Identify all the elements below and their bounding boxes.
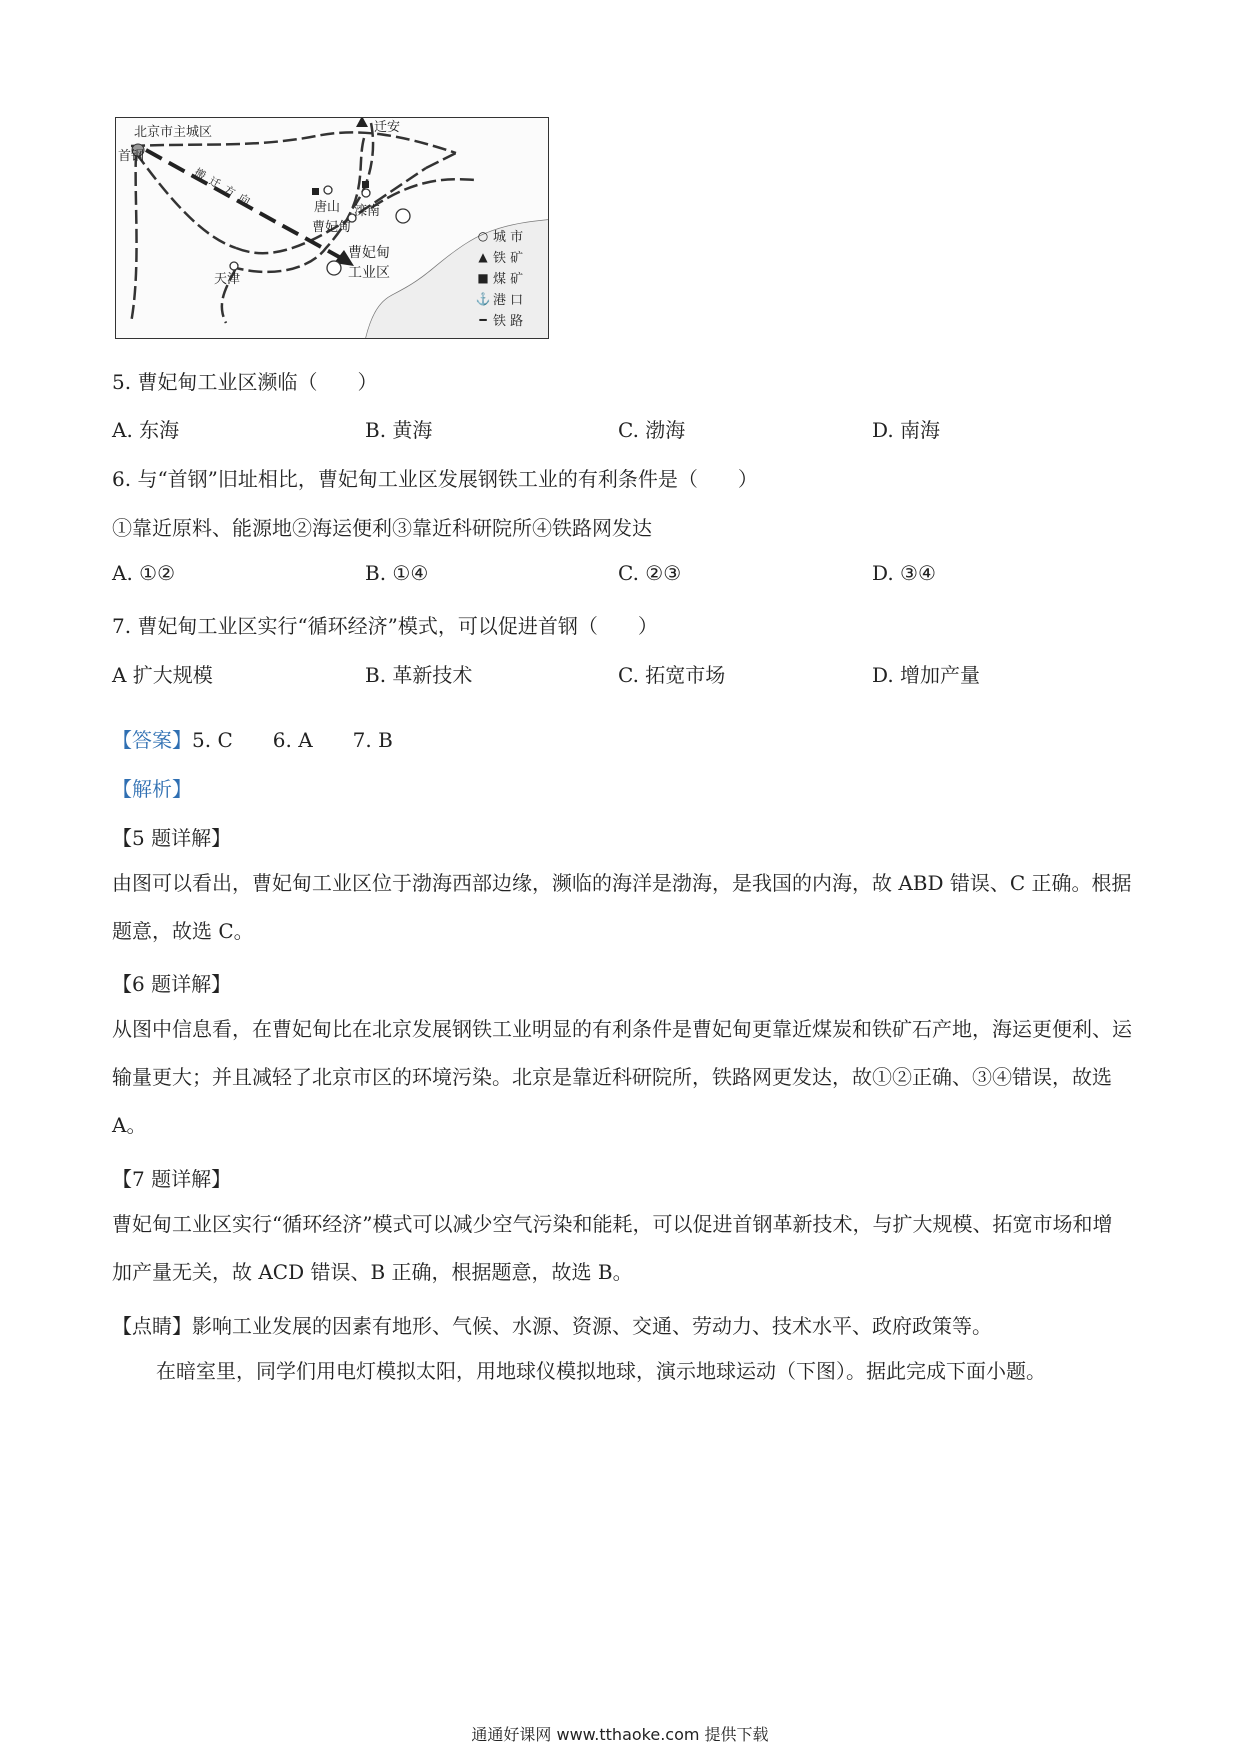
coal-mine-icon — [312, 188, 319, 195]
legend-label: 港 口 — [493, 293, 524, 308]
next-section-intro: 在暗室里，同学们用电灯模拟太阳，用地球仪模拟地球，演示地球运动（下图）。据此完成下面小题。 — [156, 1359, 1046, 1383]
map-label-move-direction: 搬迁方向 — [192, 165, 258, 212]
question-6-stem: 6. 与“首钢”旧址相比，曹妃甸工业区发展钢铁工业的有利条件是（ ） — [112, 467, 758, 491]
detail-6-heading: 【6 题详解】 — [112, 972, 232, 996]
iron-ore-icon — [356, 118, 368, 127]
map-label-qianan: 迁安 — [374, 120, 401, 135]
question-7-stem: 7. 曹妃甸工业区实行“循环经济”模式，可以促进首钢（ ） — [112, 614, 658, 638]
railway-line — [136, 153, 236, 248]
page-footer: 通通好课网 www.tthaoke.com 提供下载 — [471, 1725, 769, 1744]
iron-ore-triangle-icon: ▲ — [478, 249, 488, 264]
q6-option-c: C. ②③ — [618, 561, 682, 585]
answer-5: 5. C — [192, 728, 233, 752]
q5-option-c: C. 渤海 — [618, 418, 686, 442]
legend-item — [473, 309, 523, 330]
q7-option-a: A 扩大规模 — [112, 663, 213, 687]
q7-option-c: C. 拓宽市场 — [618, 663, 726, 687]
q6-option-d: D. ③④ — [872, 561, 936, 585]
coal-mine-icon — [362, 181, 369, 188]
map-label-caofeidian: 曹妃甸 — [312, 220, 352, 235]
answer-7: 7. B — [352, 728, 393, 752]
map-legend — [473, 225, 523, 330]
legend-item — [473, 246, 523, 267]
question-6-conditions: ①靠近原料、能源地②海运便利③靠近科研院所④铁路网发达 — [112, 516, 652, 540]
map-label-beijing: 北京市主城区 — [134, 125, 213, 140]
legend-item — [473, 225, 523, 246]
railway-line-icon: ━ — [479, 312, 487, 327]
question-5-stem: 5. 曹妃甸工业区濒临（ ） — [112, 370, 378, 394]
tip-label: 【点睛】 — [112, 1314, 192, 1338]
detail-7-heading: 【7 题详解】 — [112, 1167, 232, 1191]
map-label-tangshan: 唐山 — [314, 200, 341, 215]
tip-line — [112, 1310, 992, 1339]
detail-7-text: 曹妃甸工业区实行“循环经济”模式可以减少空气污染和能耗，可以促进首钢革新技术，与扩大规模、拓宽市场和增加产量无关，故 ACD 错误、B 正确，根据题意，故选 B。 — [112, 1212, 1113, 1284]
answer-label: 【答案】 — [112, 728, 192, 752]
port-anchor-icon: ⚓ — [475, 291, 491, 306]
railway-line — [351, 123, 373, 210]
port-icon — [327, 261, 341, 275]
q5-option-a: A. 东海 — [112, 418, 180, 442]
legend-label: 城 市 — [493, 230, 524, 245]
q5-option-d: D. 南海 — [872, 418, 941, 442]
city-dot-tangshan — [324, 186, 332, 194]
city-dot-luannan — [362, 189, 370, 197]
city-dot-icon: ○ — [477, 228, 489, 243]
railway-line — [426, 153, 456, 168]
q5-option-b: B. 黄海 — [365, 418, 433, 442]
detail-5-text: 由图可以看出，曹妃甸工业区位于渤海西部边缘，濒临的海洋是渤海，是我国的内海，故 ABD 错误、C 正确。根据题意，故选 C。 — [112, 871, 1132, 943]
q6-option-a: A. ①② — [112, 561, 176, 585]
detail-6-text: 从图中信息看，在曹妃甸比在北京发展钢铁工业明显的有利条件是曹妃甸更靠近煤炭和铁矿石产地，海运更便利、运输量更大；并且减轻了北京市区的环境污染。北京是靠近科研院所，铁路网更发达，故①②正确、③④错误，故选 A。 — [112, 1017, 1132, 1137]
q7-option-d: D. 增加产量 — [872, 663, 981, 687]
railway-line — [371, 179, 476, 208]
answer-6: 6. A — [272, 728, 313, 752]
railway-line — [131, 153, 137, 323]
q6-option-b: B. ①④ — [365, 561, 429, 585]
map-label-luannan: 滦南 — [354, 204, 381, 219]
legend-item — [473, 288, 523, 309]
legend-label: 煤 矿 — [493, 272, 524, 287]
detail-5-heading: 【5 题详解】 — [112, 826, 232, 850]
port-icon — [396, 209, 410, 223]
tip-text: 影响工业发展的因素有地形、气候、水源、资源、交通、劳动力、技术水平、政府政策等。 — [192, 1314, 992, 1338]
legend-item — [473, 267, 523, 288]
coal-square-icon: ■ — [477, 270, 489, 285]
legend-label: 铁 路 — [493, 314, 524, 329]
map-label-tianjin: 天津 — [214, 272, 241, 287]
map-label-shougang: 首钢 — [118, 149, 145, 164]
q7-option-b: B. 革新技术 — [365, 663, 473, 687]
map-label-cfd-industrial: 曹妃甸工业区 — [348, 245, 390, 281]
legend-label: 铁 矿 — [493, 251, 524, 266]
answer-line — [112, 724, 393, 753]
analysis-label: 【解析】 — [112, 777, 192, 801]
